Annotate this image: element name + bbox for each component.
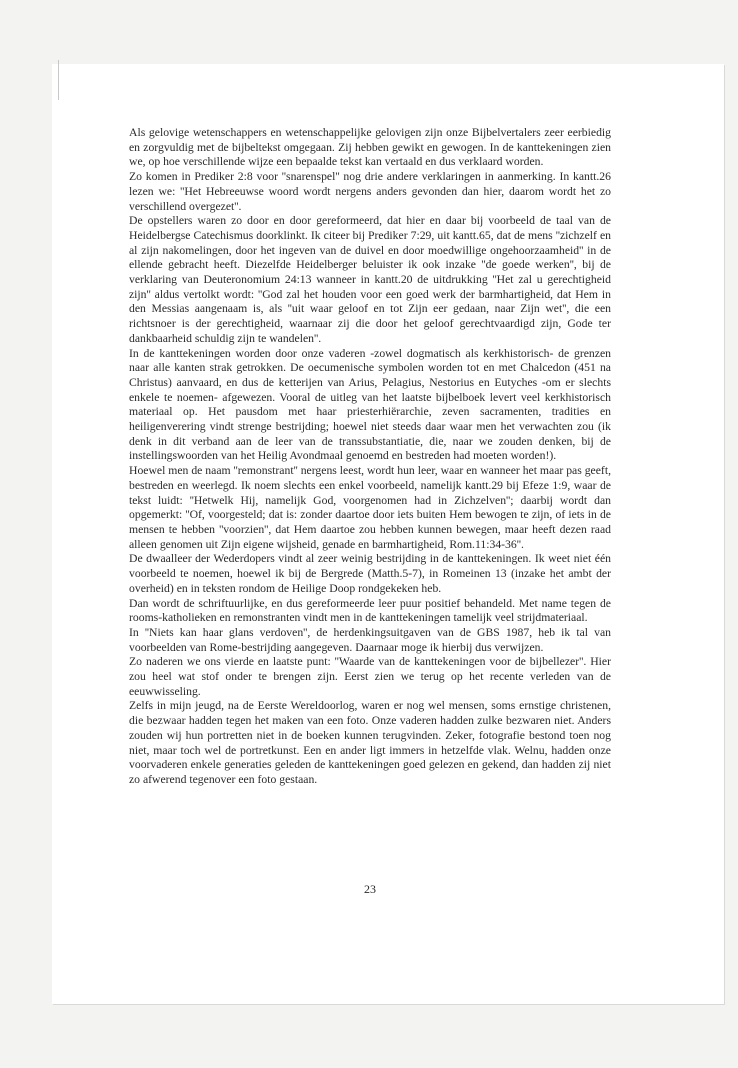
paragraph: Zo komen in Prediker 2:8 voor ''snarenspel'' nog drie andere verklaringen in aanmerking. In kantt.26 lezen we: ''Het Hebreeuwse woord wordt nergens anders gevonden dan hier, daarom wordt het zo verschillend overgezet''. [129, 170, 611, 213]
binding-edge-mark [58, 60, 59, 100]
paragraph: In de kanttekeningen worden door onze vaderen -zowel dogmatisch als kerkhistorisch- de grenzen naar alle kanten strak getrokken. De oecumenische symbolen worden tot en met Chalcedon (451 na Christus) aanvaard, en dus de ketterijen van Arius, Pelagius, Nestorius en Eutyches -om er slechts enkele te noemen- afgewezen. Vooral de uitleg van het laatste bijbelboek levert veel kerkhistorisch materiaal op. Het pausdom met haar priesterhiërarchie, zeven sacramenten, tradities en heiligenverering vindt strenge bestrijding; hoewel niet steeds daar waar men het verwachten zou (ik denk in dit verband aan de leer van de transsubstantiatie, die, naar we zouden denken, bij de instellingswoorden van het Heilig Avondmaal genoemd en bestreden had moeten worden!). [129, 346, 611, 463]
paragraph: Als gelovige wetenschappers en wetenschappelijke gelovigen zijn onze Bijbelvertalers zeer eerbiedig en zorgvuldig met de bijbeltekst omgegaan. Zij hebben gewikt en gewogen. In de kanttekeningen zien we, op hoe verschillende wijze een bepaalde tekst kan vertaald en dus verklaard worden. [129, 126, 611, 169]
paragraph: Dan wordt de schriftuurlijke, en dus gereformeerde leer puur positief behandeld. Met name tegen de rooms-katholieken en remonstranten vindt men in de kanttekeningen tamelijk veel strijdmateriaal. [129, 596, 611, 625]
paragraph: Hoewel men de naam ''remonstrant'' nergens leest, wordt hun leer, waar en wanneer het maar pas geeft, bestreden en weerlegd. Ik noem slechts een enkel voorbeeld, namelijk kantt.29 bij Efeze 1:9, waar de tekst luidt: ''Hetwelk Hij, namelijk God, voorgenomen had in Zichzelven''; daarbij wordt dan opgemerkt: ''Of, voorgesteld; dat is: zonder daartoe door iets buiten Hem bewogen te zijn, of iets in de mensen te hebben ''voorzien'', dat Hem daartoe zou hebben kunnen bewegen, maar heeft dezen raad alleen genomen uit Zijn eigene wijsheid, genade en barmhartigheid, Rom.11:34-36''. [129, 464, 611, 551]
paragraph: De opstellers waren zo door en door gereformeerd, dat hier en daar bij voorbeeld de taal van de Heidelbergse Catechismus doorklinkt. Ik citeer bij Prediker 7:29, uit kantt.65, dat de mens ''zichzelf en al zijn nakomelingen, door het ingeven van de duivel en door moedwillige ongehoorzaamheid'' in de ellende gebracht heeft. Diezelfde Heidelberger beluister ik ook inzake ''de goede werken'', bij de verklaring van Deuteronomium 24:13 wanneer in kantt.20 de uitdrukking ''Het zal u gerechtigheid zijn'' aldus vertolkt wordt: ''God zal het houden voor een goed werk der barmhartigheid, dat Hem in den Messias aangenaam is, als ''uit waar geloof en tot Zijn eer gedaan, naar Zijn wet'', die een richtsnoer is der gerechtigheid, waarnaar zij die door het geloof gerechtvaardigd zijn, Gode ter dankbaarheid schuldig zijn te wandelen''. [129, 214, 611, 345]
paragraph: In ''Niets kan haar glans verdoven'', de herdenkingsuitgaven van de GBS 1987, heb ik tal van voorbeelden van Rome-bestrijding aangegeven. Daarnaar moge ik hierbij dus verwijzen. [129, 625, 611, 654]
paragraph: Zelfs in mijn jeugd, na de Eerste Wereldoorlog, waren er nog wel mensen, soms ernstige christenen, die bezwaar hadden tegen het maken van een foto. Onze vaderen hadden zulke bezwaren niet. Anders zouden wij hun portretten niet in de boeken kunnen terugvinden. Zeker, fotografie bestond toen nog niet, maar toch wel de portretkunst. Een en ander ligt immers in hetzelfde vlak. Welnu, hadden onze voorvaderen enkele generaties geleden de kanttekeningen goed gelezen en gekend, dan hadden zij niet zo afwerend tegenover een foto gestaan. [129, 699, 611, 786]
body-text [129, 126, 611, 788]
paragraph: De dwaalleer der Wederdopers vindt al zeer weinig bestrijding in de kanttekeningen. Ik weet niet één voorbeeld te noemen, hoewel ik bij de Bergrede (Matth.5-7), in Romeinen 13 (inzake het ambt der overheid) en in teksten rondom de Heilige Doop rondgekeken heb. [129, 552, 611, 595]
paragraph: Zo naderen we ons vierde en laatste punt: ''Waarde van de kanttekeningen voor de bijbellezer''. Hier zou heel wat stof onder te brengen zijn. Eerst zien we terug op het recente verleden van de eeuwwisseling. [129, 655, 611, 698]
page-number: 23 [364, 882, 376, 896]
